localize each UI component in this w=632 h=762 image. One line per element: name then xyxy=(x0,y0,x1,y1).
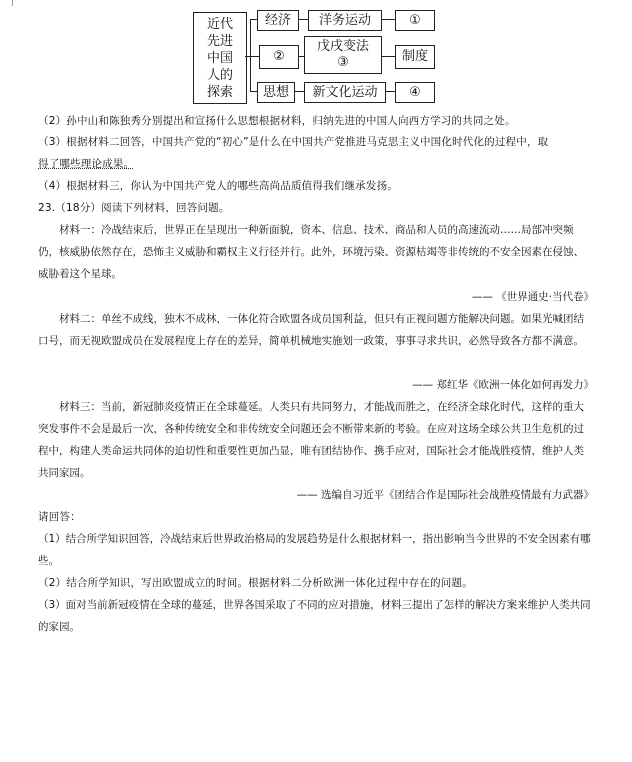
material-3-source: —— 选编自习近平《团结合作是国际社会战胜疫情最有力武器》 xyxy=(296,489,594,501)
q22-part4: （4）根据材料三，你认为中国共产党人的哪些高尚品质值得我们继承发扬。 xyxy=(38,180,398,192)
diagram-connector xyxy=(250,56,259,57)
diagram-left-label: 近代 先进 中国 人的 探索 xyxy=(193,12,247,104)
diagram-event-reform: 戊戌变法 ③ xyxy=(304,36,382,74)
q23-part1: （1）结合所学知识回答，冷战结束后世界政治格局的发展趋势是什么根据材料一，指出影响当今世界的不安全因素有哪些。 xyxy=(38,533,591,567)
q22-part3: （3）根据材料二回答，中国共产党的“初心”是什么在中国共产党推进马克思主义中国化时代化的过程中，取 xyxy=(38,136,549,148)
q23-part3: （3）面对当前新冠疫情在全球的蔓延，世界各国采取了不同的应对措施，材料三提出了怎样的解决方案来维护人类共同的家园。 xyxy=(38,599,591,633)
please-answer: 请回答： xyxy=(38,511,81,523)
q23-part2: （2）结合所学知识，写出欧盟成立的时间。根据材料二分析欧洲一体化过程中存在的问题。 xyxy=(38,577,473,589)
material-1: 材料一：冷战结束后，世界正在呈现出一种新面貌，资本、信息、技术、商品和人员的高速流动……局部冲突频仍，核威胁依然存在，恐怖主义威胁和霸权主义行径并行。此外，环境污染、资源枯竭等非传统的不安全因素在侵蚀、威胁着这个星球。 xyxy=(38,224,584,280)
diagram-connector xyxy=(381,56,395,57)
diagram-connector xyxy=(250,19,251,91)
diagram-event-westernization: 洋务运动 xyxy=(308,10,382,31)
q22-part3-cont: 得了哪些理论成果。 xyxy=(38,158,135,170)
diagram-connector xyxy=(250,91,257,92)
q23-title: 23.（18分）阅读下列材料，回答问题。 xyxy=(38,202,230,214)
diagram-connector xyxy=(250,19,257,20)
material-2: 材料二：单丝不成线，独木不成林，一体化符合欧盟各成员国利益，但只有正视问题方能解决问题。如果光喊团结口号，而无视欧盟成员在发展程度上存在的差异，简单机械地实施划一政策，事事寻求共识，必然导致各方都不满意。 xyxy=(38,313,584,347)
q22-part2: （2）孙中山和陈独秀分别提出和宣扬什么思想根据材料，归纳先进的中国人向西方学习的共同之处。 xyxy=(38,115,516,127)
diagram-blank-4: ④ xyxy=(395,82,435,103)
diagram-category-thought: 思想 xyxy=(257,82,295,103)
material-2-source: —— 郑红华《欧洲一体化如何再发力》 xyxy=(412,379,594,391)
diagram-connector xyxy=(298,19,308,20)
diagram-category-economy: 经济 xyxy=(257,10,299,31)
diagram-event-new-culture: 新文化运动 xyxy=(304,82,386,103)
crop-mark-top-left xyxy=(4,0,13,6)
diagram-blank-1: ① xyxy=(395,10,435,31)
diagram-connector xyxy=(294,91,304,92)
material-1-source: —— 《世界通史·当代卷》 xyxy=(471,291,594,303)
diagram-connector xyxy=(385,91,395,92)
diagram-blank-2: ② xyxy=(259,45,299,69)
diagram-connector xyxy=(381,19,395,20)
material-3: 材料三：当前，新冠肺炎疫情正在全球蔓延。人类只有共同努力，才能战而胜之，在经济全球化时代，这样的重大突发事件不会是最后一次，各种传统安全和非传统安全问题还会不断带来新的考验。在应对这场全球公共卫生危机的过程中，构建人类命运共同体的迫切性和重要性更加凸显，唯有团结协作、携手应对，国际社会才能战胜疫情，维护人类共同家园。 xyxy=(38,401,584,479)
diagram-category-institution: 制度 xyxy=(395,45,435,69)
